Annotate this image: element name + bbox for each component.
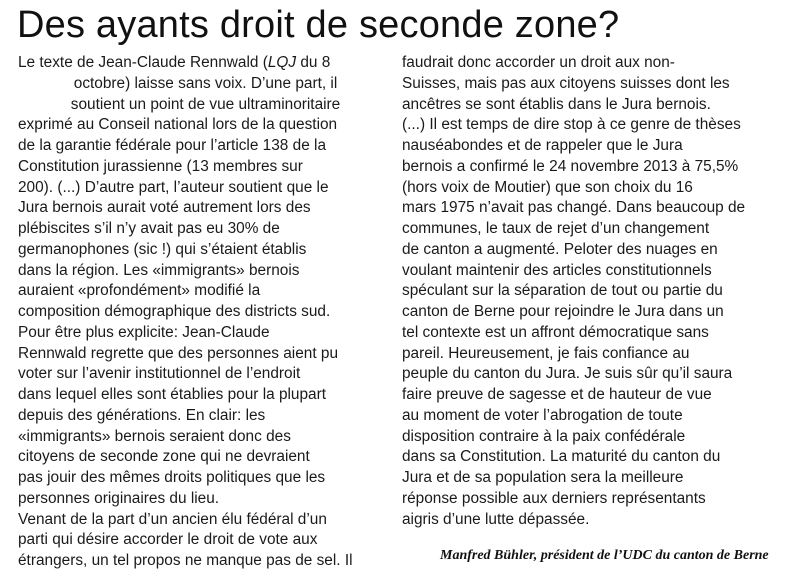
article-text-line: depuis des générations. En clair: les bbox=[18, 406, 266, 424]
article-right-column bbox=[402, 53, 782, 530]
article-text-line: peuple du canton du Jura. Je suis sûr qu’il saura bbox=[402, 365, 733, 383]
article-text-line: Pour être plus explicite: Jean-Claude bbox=[18, 323, 270, 341]
publication-abbreviation: LQJ bbox=[267, 54, 297, 71]
article-text-line: canton de Berne pour rejoindre le Jura dans un bbox=[402, 303, 724, 320]
article-text-line: Le texte de Jean-Claude Rennwald (LQJ du 8 bbox=[18, 54, 331, 71]
article-text-line: pareil. Heureusement, je fais confiance au bbox=[402, 344, 690, 362]
article-text-line: communes, le taux de rejet d’un changement bbox=[402, 220, 710, 237]
article-text-line: (...) Il est temps de dire stop à ce genre de thèses bbox=[402, 116, 741, 134]
article-text-line: Jura bernois aurait voté autrement lors des bbox=[18, 199, 311, 217]
article-left-column bbox=[18, 53, 393, 572]
article-text-line: auraient «profondément» modifié la bbox=[18, 282, 261, 300]
article-headline: Des ayants droit de seconde zone? bbox=[17, 4, 620, 46]
article-text-line: au moment de voter l’abrogation de toute bbox=[402, 406, 683, 424]
article-text-line: spéculant sur la séparation de tout ou partie du bbox=[402, 282, 723, 300]
article-text-line: bernois a confirmé le 24 novembre 2013 à 75,5% bbox=[402, 157, 739, 175]
article-text-line: aigris d’une lutte dépassée. bbox=[402, 510, 590, 528]
article-text-line: germanophones (sic !) qui s’étaient établis bbox=[18, 240, 307, 258]
article-text-line: dans lequel elles sont établies pour la plupart bbox=[18, 386, 327, 403]
article-text-line: composition démographique des districts sud. bbox=[18, 303, 331, 320]
article-text-line: plébiscites s’il n’y avait pas eu 30% de bbox=[18, 220, 280, 237]
article-text-line: faudrait donc accorder un droit aux non- bbox=[402, 54, 675, 71]
article-text-line: soutient un point de vue ultraminoritaire bbox=[70, 95, 341, 113]
article-text-line: réponse possible aux derniers représentants bbox=[402, 489, 706, 507]
article-text-line: «immigrants» bernois seraient donc des bbox=[18, 427, 291, 445]
article-text-line: octobre) laisse sans voix. D’une part, il bbox=[73, 74, 338, 92]
author-signature: Manfred Bühler, président de l’UDC du canton de Berne bbox=[440, 548, 769, 563]
article-text-line: citoyens de seconde zone qui ne devraient bbox=[18, 448, 310, 466]
article-text-line: de canton a augmenté. Peloter des nuages en bbox=[402, 240, 718, 258]
article-text-line: personnes originaires du lieu. bbox=[18, 489, 220, 507]
article-text-line: parti qui désire accorder le droit de vote aux bbox=[18, 531, 318, 549]
article-text-line: Venant de la part d’un ancien élu fédéral d’un bbox=[18, 510, 327, 528]
article-text-line: voulant maintenir des articles constitutionnels bbox=[402, 261, 712, 279]
article-text-line: Suisses, mais pas aux citoyens suisses dont les bbox=[402, 74, 730, 92]
article-text-line: (hors voix de Moutier) que son choix du 16 bbox=[402, 178, 693, 196]
article-text-line: Rennwald regrette que des personnes aient pu bbox=[18, 344, 339, 362]
article-text-line: disposition contraire à la paix confédérale bbox=[402, 427, 686, 445]
article-text-line: nauséabondes et de rappeler que le Jura bbox=[402, 137, 683, 154]
article-text-line: dans sa Constitution. La maturité du canton du bbox=[402, 448, 721, 466]
article-text-line: Constitution jurassienne (13 membres sur bbox=[18, 157, 303, 175]
article-text-line: tel contexte est un affront démocratique sans bbox=[402, 323, 709, 341]
article-text-line: de la garantie fédérale pour l’article 138 de la bbox=[18, 137, 327, 154]
article-text-line: voter sur l’avenir institutionnel de l’endroit bbox=[18, 365, 301, 383]
article-text-line: pas jouir des mêmes droits politiques que les bbox=[18, 469, 326, 486]
article-text-line: mars 1975 n’avait pas changé. Dans beaucoup de bbox=[402, 199, 746, 217]
article-text-line: étrangers, un tel propos ne manque pas de sel. Il bbox=[18, 552, 353, 569]
article-text-line: exprimé au Conseil national lors de la question bbox=[18, 116, 338, 134]
article-text-line: 200). (...) D’autre part, l’auteur soutient que le bbox=[18, 178, 329, 196]
article-text-line: Jura et de sa population sera la meilleure bbox=[402, 469, 684, 486]
article-text-line: dans la région. Les «immigrants» bernois bbox=[18, 261, 300, 279]
article-text-line: ancêtres se sont établis dans le Jura bernois. bbox=[402, 95, 711, 113]
article-text-line: faire preuve de sagesse et de hauteur de vue bbox=[402, 386, 712, 403]
